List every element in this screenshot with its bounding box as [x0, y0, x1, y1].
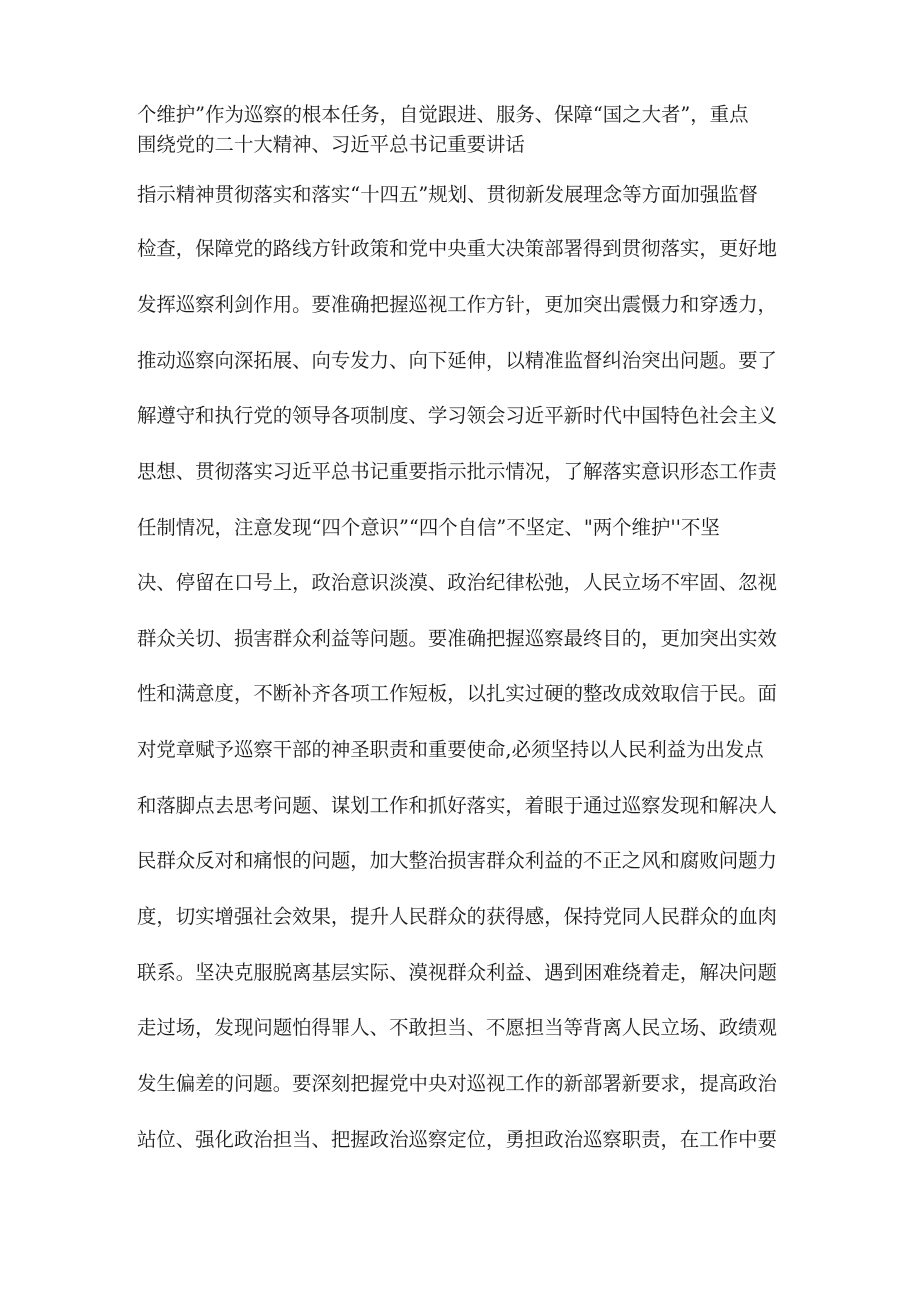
text-line: 对党章赋予巡察干部的神圣职责和重要使命,必须坚持以人民利益为出发点 [137, 738, 764, 761]
text-line: 决、停留在口号上，政治意识淡漠、政治纪律松弛，人民立场不牢固、忽视 [137, 571, 777, 594]
text-line: 思想、贯彻落实习近平总书记重要指示批示情况，了解落实意识形态工作责 [137, 460, 777, 483]
text-line: 检查，保障党的路线方针政策和党中央重大决策部署得到贯彻落实，更好地 [137, 237, 777, 260]
text-line: 解遵守和执行党的领导各项制度、学习领会习近平新时代中国特色社会主义 [137, 404, 777, 427]
text-line: 性和满意度，不断补齐各项工作短板，以扎实过硬的整改成效取信于民。面 [137, 682, 777, 705]
text-line: 发生偏差的问题。要深刻把握党中央对巡视工作的新部署新要求，提高政治 [137, 1072, 777, 1095]
text-line: 和落脚点去思考问题、谋划工作和抓好落实，着眼于通过巡察发现和解决人 [137, 794, 777, 817]
text-line: 度，切实增强社会效果，提升人民群众的获得感，保持党同人民群众的血肉 [137, 905, 777, 928]
text-line: 走过场，发现问题怕得罪人、不敢担当、不愿担当等背离人民立场、政绩观 [137, 1016, 777, 1039]
text-line: 推动巡察向深拓展、向专发力、向下延伸，以精准监督纠治突出问题。要了 [137, 349, 777, 372]
text-line: 发挥巡察利剑作用。要准确把握巡视工作方针，更加突出震慑力和穿透力， [137, 293, 777, 316]
text-line: 指示精神贯彻落实和落实“十四五”规划、贯彻新发展理念等方面加强监督 [137, 183, 758, 206]
text-line: 个维护”作为巡察的根本任务，自觉跟进、服务、保障“国之大者”，重点 [137, 103, 749, 126]
text-line: 任制情况，注意发现“四个意识”“四个自信”不坚定、"两个维护''不坚 [137, 516, 720, 539]
text-line: 民群众反对和痛恨的问题，加大整治损害群众利益的不正之风和腐败问题力 [137, 849, 777, 872]
text-line: 站位、强化政治担当、把握政治巡察定位，勇担政治巡察职责，在工作中要 [137, 1128, 777, 1151]
text-line: 群众关切、损害群众利益等问题。要准确把握巡察最终目的，更加突出实效 [137, 627, 777, 650]
text-line: 围绕党的二十大精神、习近平总书记重要讲话 [137, 133, 525, 156]
text-line: 联系。坚决克服脱离基层实际、漠视群众利益、遇到困难绕着走，解决问题 [137, 961, 777, 984]
